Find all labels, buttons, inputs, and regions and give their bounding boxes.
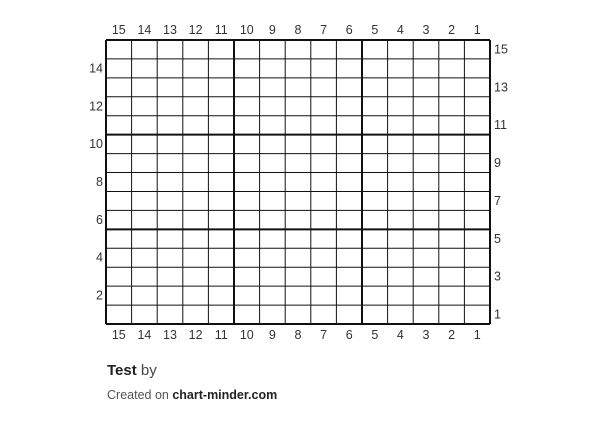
column-label-bottom: 8 (294, 328, 302, 340)
column-label-bottom: 9 (268, 328, 276, 340)
chart-title: Test (107, 362, 137, 379)
row-label-right: 11 (494, 118, 507, 133)
row-label-left: 12 (89, 99, 103, 114)
column-label-bottom: 13 (163, 328, 177, 340)
row-label-left: 6 (96, 212, 103, 227)
chart-author-by: by (140, 362, 157, 379)
column-label-bottom: 6 (345, 328, 353, 340)
row-label-right: 1 (494, 307, 501, 322)
column-label-top: 8 (294, 23, 302, 37)
column-label-top: 5 (371, 23, 379, 37)
row-label-right: 7 (494, 193, 501, 208)
chart-title-line (107, 362, 157, 379)
column-label-top: 2 (448, 23, 456, 37)
row-label-right: 3 (494, 269, 501, 284)
column-label-bottom: 14 (137, 328, 152, 340)
column-label-bottom: 10 (239, 328, 254, 340)
column-label-bottom: 11 (214, 328, 228, 340)
grid-labels (89, 23, 508, 340)
column-label-bottom: 7 (320, 328, 328, 340)
row-label-left: 14 (89, 61, 103, 76)
column-label-top: 1 (473, 23, 481, 37)
column-label-top: 15 (111, 23, 126, 37)
row-label-left: 4 (96, 250, 103, 265)
column-label-top: 11 (214, 23, 228, 37)
created-on-line (107, 388, 277, 402)
site-link[interactable]: chart-minder.com (172, 388, 278, 402)
row-label-right: 9 (494, 156, 501, 171)
grid-cells (106, 40, 490, 324)
column-label-bottom: 4 (396, 328, 404, 340)
column-label-top: 7 (320, 23, 328, 37)
row-label-left: 8 (96, 175, 103, 189)
row-label-right: 5 (494, 231, 501, 246)
row-label-right: 15 (494, 42, 508, 57)
column-label-bottom: 15 (111, 328, 126, 340)
column-label-top: 4 (396, 23, 404, 37)
row-label-left: 2 (96, 288, 103, 303)
column-label-top: 3 (422, 23, 430, 37)
column-label-bottom: 5 (371, 328, 379, 340)
row-label-left: 10 (89, 137, 103, 152)
column-label-bottom: 1 (473, 328, 481, 340)
row-label-right: 13 (494, 80, 508, 95)
column-label-bottom: 12 (188, 328, 203, 340)
column-label-top: 14 (137, 23, 152, 37)
column-label-top: 9 (268, 23, 276, 37)
column-label-top: 10 (239, 23, 254, 37)
column-label-top: 12 (188, 23, 203, 37)
column-label-top: 13 (163, 23, 177, 37)
column-label-top: 6 (345, 23, 353, 37)
column-label-bottom: 2 (448, 328, 456, 340)
created-on-label: Created on (107, 388, 169, 402)
column-label-bottom: 3 (422, 328, 430, 340)
